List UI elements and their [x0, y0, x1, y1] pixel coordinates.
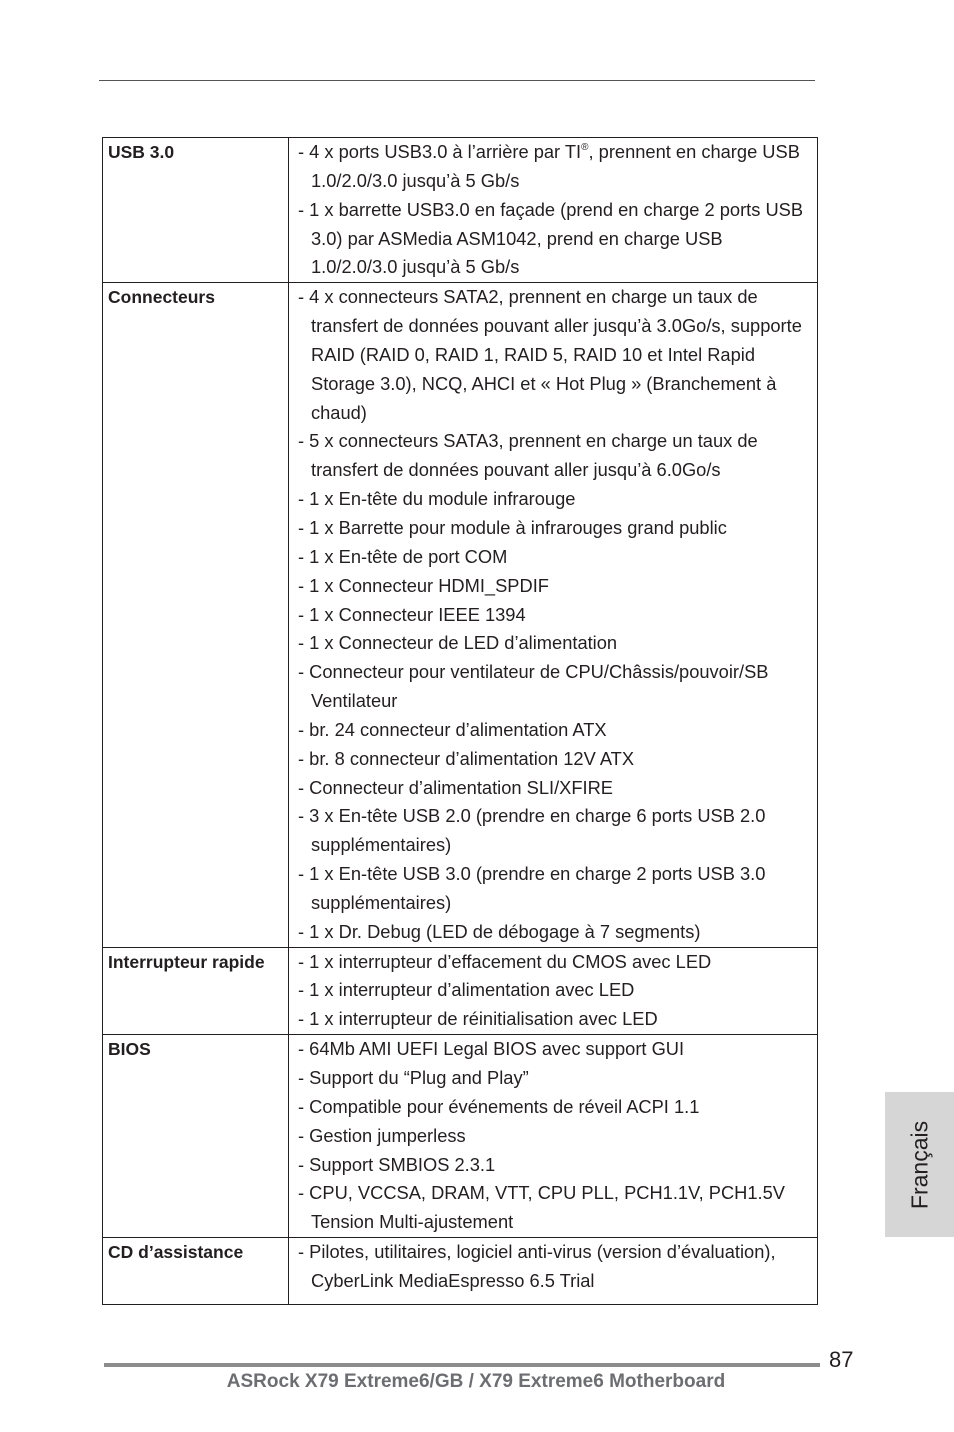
spec-item: - br. 24 connecteur d’alimentation ATX [298, 718, 607, 740]
spec-row-interrupteur [103, 947, 818, 1035]
spec-item: - 5 x connecteurs SATA3, prennent en charge un taux de transfert de données pouvant aller jusqu’à 6.0Go/s [298, 430, 758, 481]
page-number: 87 [829, 1347, 854, 1372]
spec-item: - Gestion jumperless [298, 1124, 466, 1146]
spec-row-cd [103, 1238, 818, 1305]
spec-item: - 1 x Connecteur de LED d’alimentation [298, 632, 618, 654]
spec-item: - CPU, VCCSA, DRAM, VTT, CPU PLL, PCH1.1V, PCH1.5V Tension Multi-ajustement [298, 1182, 785, 1233]
spec-item: - Compatible pour événements de réveil ACPI 1.1 [298, 1095, 700, 1117]
spec-item: - 1 x Dr. Debug (LED de débogage à 7 segments) [298, 920, 701, 942]
spec-item: - 1 x barrette USB3.0 en façade (prend en charge 2 ports USB 3.0) par ASMedia ASM1042, prend en charge USB 1.0/2.0/3.0 jusqu’à 5 Gb/s [298, 198, 804, 278]
spec-item: - br. 8 connecteur d’alimentation 12V ATX [298, 747, 635, 769]
spec-item: - Connecteur d’alimentation SLI/XFIRE [298, 776, 613, 798]
spec-item: - 1 x En-tête USB 3.0 (prendre en charge 2 ports USB 3.0 supplémentaires) [298, 863, 766, 913]
spec-label: BIOS [103, 1035, 289, 1238]
spec-item: - 64Mb AMI UEFI Legal BIOS avec support GUI [298, 1038, 685, 1060]
spec-item: - 1 x En-tête du module infrarouge [298, 488, 576, 510]
language-side-tab [885, 1092, 954, 1237]
spec-item: - 1 x interrupteur d’effacement du CMOS avec LED [298, 950, 712, 972]
spec-items [289, 283, 818, 947]
top-rule [99, 80, 815, 81]
spec-label: USB 3.0 [103, 138, 289, 283]
spec-item: - 4 x ports USB3.0 à l’arrière par TI®, prennent en charge USB 1.0/2.0/3.0 jusqu’à 5 Gb/s [298, 141, 800, 191]
spec-item: - Connecteur pour ventilateur de CPU/Châssis/pouvoir/SB Ventilateur [298, 661, 769, 712]
spec-table [102, 137, 818, 1305]
spec-item: - 1 x Connecteur IEEE 1394 [298, 603, 526, 625]
spec-label: Connecteurs [103, 283, 289, 947]
registered-mark: ® [581, 142, 589, 153]
spec-items [289, 1238, 818, 1305]
language-side-tab-label: Français [906, 1120, 932, 1209]
spec-item: - 1 x Barrette pour module à infrarouges grand public [298, 516, 727, 538]
spec-item: - 4 x connecteurs SATA2, prennent en charge un taux de transfert de données pouvant aller jusqu’à 3.0Go/s, supporte RAID (RAID 0, RAID 1, RAID 5, RAID 10 et Intel Rapid Storage 3.0), NCQ, AHCI et « Hot Plug » (Branchement à chaud) [298, 286, 802, 423]
spec-item: - 1 x interrupteur de réinitialisation avec LED [298, 1008, 658, 1030]
spec-label: Interrupteur rapide [103, 947, 289, 1035]
spec-items [289, 138, 818, 283]
spec-row-connecteurs [103, 283, 818, 947]
spec-item: - Support du “Plug and Play” [298, 1067, 529, 1088]
spec-items [289, 947, 818, 1035]
spec-row-bios [103, 1035, 818, 1238]
spec-items [289, 1035, 818, 1238]
spec-item: - 1 x Connecteur HDMI_SPDIF [298, 574, 549, 596]
spec-label: CD d’assistance [103, 1238, 289, 1305]
spec-item: - Pilotes, utilitaires, logiciel anti-virus (version d’évaluation), CyberLink MediaEspresso 6.5 Trial [298, 1241, 776, 1291]
bottom-rule [104, 1363, 820, 1367]
spec-item: - 3 x En-tête USB 2.0 (prendre en charge 6 ports USB 2.0 supplémentaires) [298, 805, 766, 856]
spec-item: - 1 x interrupteur d’alimentation avec LED [298, 979, 635, 1001]
footer-title: ASRock X79 Extreme6/GB / X79 Extreme6 Motherboard [226, 1371, 726, 1392]
spec-item: - Support SMBIOS 2.3.1 [298, 1153, 496, 1175]
spec-row-usb3 [103, 138, 818, 283]
spec-item: - 1 x En-tête de port COM [298, 545, 508, 567]
